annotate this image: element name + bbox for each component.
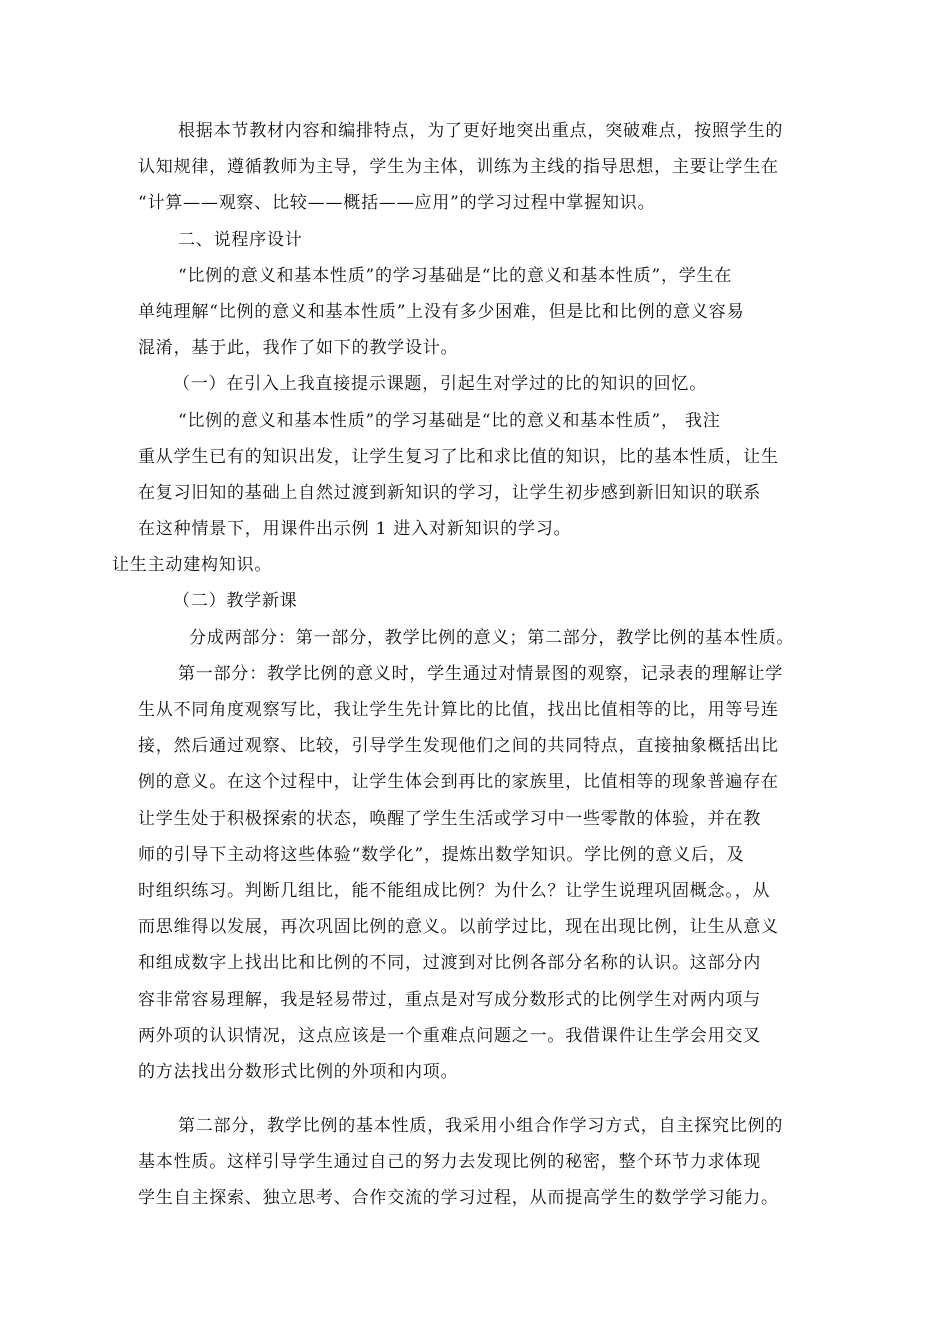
body-line: 师的引导下主动将这些体验“数学化”，提炼出数学知识。学比例的意义后，及 [138, 844, 745, 865]
body-line: 的方法找出分数形式比例的外项和内项。 [138, 1061, 459, 1082]
body-line: 让生主动建构知识。 [112, 555, 273, 576]
body-line: 第一部分：教学比例的意义时，学生通过对情景图的观察，记录表的理解让学 [178, 663, 784, 684]
body-line: 接，然后通过观察、比较，引导学生发现他们之间的共同特点，直接抽象概括出比 [138, 736, 779, 757]
paragraph-gap [138, 1090, 820, 1108]
body-line: 两外项的认识情况，这点应该是一个重难点问题之一。我借课件让生学会用交叉 [138, 1025, 761, 1046]
body-line: 单纯理解“比例的意义和基本性质”上没有多少困难，但是比和比例的意义容易 [138, 301, 745, 322]
body-line: 学生自主探索、独立思考、合作交流的学习过程，从而提高学生的数学学习能力。 [138, 1188, 779, 1209]
body-line: （一）在引入上我直接提示课题，引起生对学过的比的知识的回忆。 [173, 374, 707, 395]
body-line: 而思维得以发展，再次巩固比例的意义。以前学过比，现在出现比例，让生从意义 [138, 917, 779, 938]
body-line: 生从不同角度观察写比，我让学生先计算比的比值，找出比值相等的比，用等号连 [138, 700, 779, 720]
body-line: 第二部分，教学比例的基本性质，我采用小组合作学习方式，自主探究比例的 [178, 1116, 784, 1137]
body-line: 混淆，基于此，我作了如下的教学设计。 [138, 338, 459, 359]
body-line: 让学生处于积极探索的状态，唤醒了学生生活或学习中一些零散的体验，并在教 [138, 808, 761, 829]
body-line: 例的意义。在这个过程中，让学生体会到再比的家族里，比值相等的现象普遍存在 [138, 772, 779, 793]
body-line: 容非常容易理解，我是轻易带过，重点是对写成分数形式的比例学生对两内项与 [138, 989, 761, 1010]
body-line: 认知规律，遵循教师为主导，学生为主体，训练为主线的指导思想，主要让学生在 [138, 157, 779, 178]
body-line: 在复习旧知的基础上自然过渡到新知识的学习，让学生初步感到新旧知识的联系 [138, 482, 761, 503]
body-line: “比例的意义和基本性质”的学习基础是“比的意义和基本性质”， 我注 [178, 410, 721, 431]
body-line: “比例的意义和基本性质”的学习基础是“比的意义和基本性质”，学生在 [178, 265, 733, 286]
body-line: 重从学生已有的知识出发，让学生复习了比和求比值的知识，比的基本性质，让生 [138, 446, 779, 467]
section-heading: 二、说程序设计 [178, 229, 303, 250]
document-body [112, 113, 820, 1217]
body-line: 在这种情景下，用课件出示例 1 进入对新知识的学习。 [138, 519, 572, 540]
body-line: 基本性质。这样引导学生通过自己的努力去发现比例的秘密，整个环节力求体现 [138, 1152, 761, 1173]
subsection-heading: （二）教学新课 [173, 591, 298, 612]
body-line: 根据本节教材内容和编排特点，为了更好地突出重点，突破难点，按照学生的 [178, 121, 784, 141]
body-line: 时组织练习。判断几组比，能不能组成比例？为什么？让学生说理巩固概念。，从 [138, 880, 771, 901]
body-line: 分成两部分：第一部分，教学比例的意义；第二部分，教学比例的基本性质。 [189, 627, 795, 648]
body-line: 和组成数字上找出比和比例的不同，过渡到对比例各部分名称的认识。这部分内 [138, 953, 761, 974]
body-line: “计算——观察、比较——概括——应用”的学习过程中掌握知识。 [138, 193, 656, 214]
